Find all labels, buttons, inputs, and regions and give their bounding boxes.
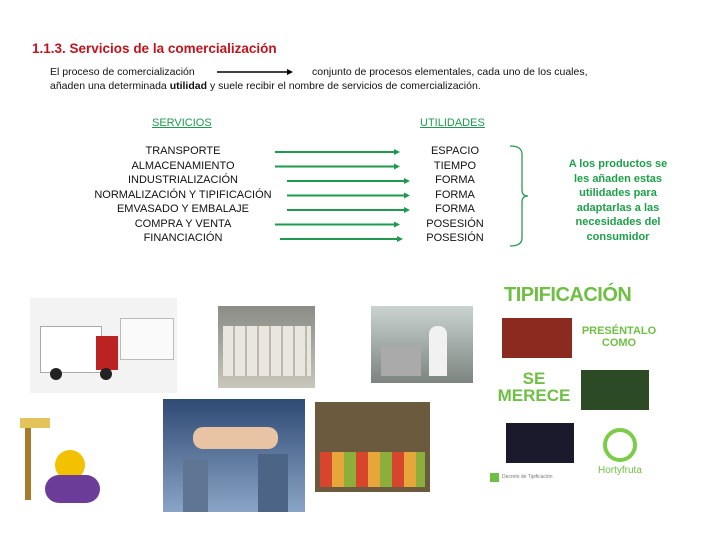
handshake-image [163, 399, 305, 512]
mapping-arrow [280, 236, 403, 242]
poster-line2: SE MERECE [497, 369, 571, 405]
poster-footer: Decreto de Tipificación [502, 474, 553, 480]
intro-text: añaden una determinada [50, 80, 170, 92]
cartoon-image [15, 400, 110, 515]
hortyfruta-logo [603, 428, 637, 462]
utilities-header: UTILIDADES [420, 117, 485, 129]
service-item: ALMACENAMIENTO [131, 159, 235, 172]
mapping-arrow [287, 193, 410, 199]
utility-item: FORMA [435, 188, 475, 201]
service-item: COMPRA Y VENTA [134, 217, 232, 230]
decree-square-icon [490, 473, 499, 482]
intro-part2: conjunto de procesos elementales, cada uno de los cuales, [312, 66, 588, 78]
mapping-arrow [287, 178, 410, 184]
service-item: FINANCIACIÓN [143, 232, 223, 244]
intro-bold: utilidad [169, 80, 208, 92]
tipificacion-poster [488, 280, 660, 505]
service-item: EMVASADO Y EMBALAJE [116, 203, 250, 215]
warehouse-image [218, 306, 315, 388]
intro-part1: El proceso de comercialización [50, 66, 195, 78]
service-item: TRANSPORTE [145, 145, 221, 157]
poster-title: TIPIFICACIÓN [504, 284, 632, 306]
mapping-arrow [275, 164, 400, 170]
utility-item: ESPACIO [430, 145, 480, 157]
intro-text: y suele recibir el nombre de servicios de comercialización. [207, 80, 481, 92]
utility-item: POSESIÓN [426, 217, 484, 230]
brace-icon [508, 144, 530, 250]
utility-item: POSESIÓN [426, 232, 484, 244]
utility-item: FORMA [435, 203, 475, 215]
note-text: A los productos se les añaden estas utilidades para adaptarlas a las necesidades del consumidor [568, 158, 668, 243]
zucchini-image [581, 370, 649, 410]
tomatoes-image [502, 318, 572, 358]
utility-item: FORMA [435, 174, 475, 186]
slide-title: 1.1.3. Servicios de la comercialización [32, 41, 277, 56]
utility-item: TIEMPO [433, 159, 477, 172]
services-header: SERVICIOS [152, 117, 212, 129]
mapping-arrow [275, 222, 400, 228]
poster-brand: Hortyfruta [598, 465, 642, 476]
eggplant-image [506, 423, 574, 463]
poster-line1: PRESÉNTALO COMO [581, 325, 657, 349]
mapping-arrow [275, 149, 400, 155]
factory-image [371, 306, 473, 383]
market-image [315, 402, 430, 492]
service-item: NORMALIZACIÓN Y TIPIFICACIÓN [94, 188, 272, 201]
mapping-arrow [287, 207, 410, 213]
service-item: INDUSTRIALIZACIÓN [127, 174, 238, 186]
truck-image [30, 298, 177, 393]
